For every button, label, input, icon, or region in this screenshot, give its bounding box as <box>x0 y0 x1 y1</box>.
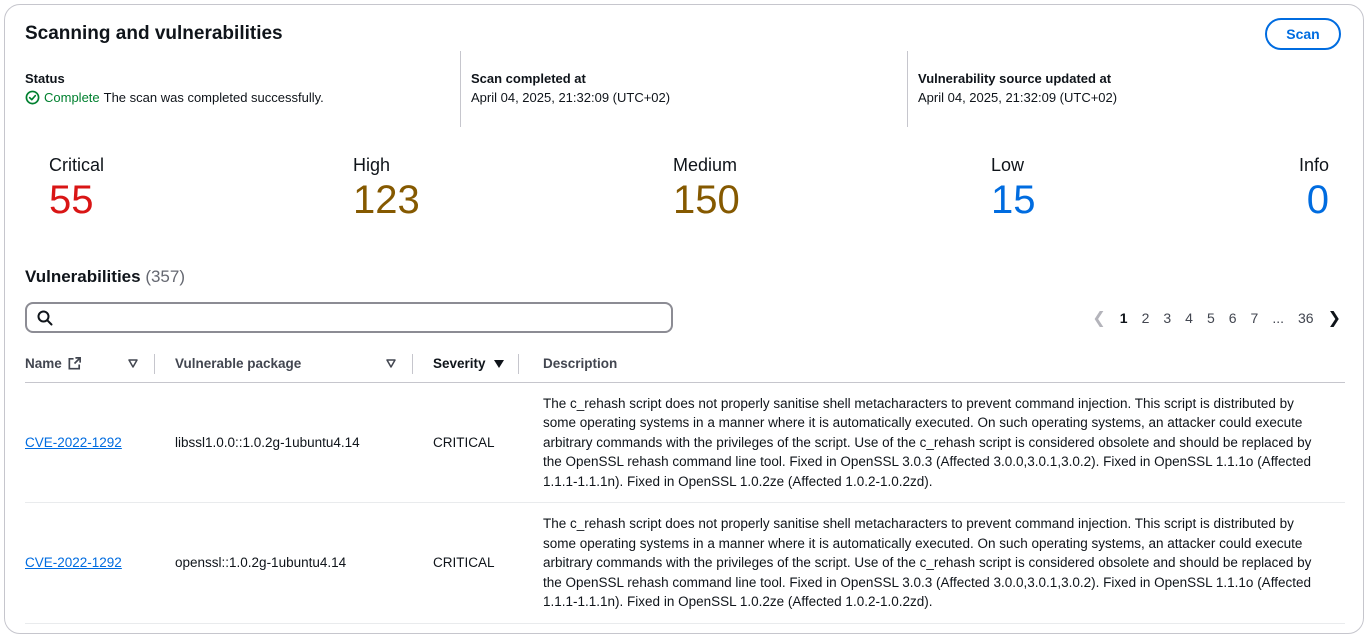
cve-link[interactable]: CVE-2022-1292 <box>25 555 122 571</box>
page-6[interactable]: 6 <box>1228 310 1237 326</box>
page-7[interactable]: 7 <box>1250 310 1259 326</box>
severity-count: 150 <box>673 178 740 222</box>
severity-cell: CRITICAL <box>413 503 523 624</box>
column-label: Description <box>543 356 618 372</box>
severity-label: High <box>353 155 391 175</box>
page-2[interactable]: 2 <box>1141 310 1150 326</box>
description-cell: The c_rehash script does not properly sanitise shell metacharacters to prevent command injection. This script is distributed by some operating systems in a manner where it is automatically executed. On such operating systems, an attacker could execute arbitrary commands with the privileges of the script. Use of the c_rehash script is considered obsolete and should be replaced by the OpenSSL rehash command line tool. Fixed in OpenSSL 3.0.3 (Affected 3.0.0,3.0.1,3.0.2). Fixed in OpenSSL 1.1.1o (Affected 1.1.1-1.1.1n). Fixed in OpenSSL 1.0.2ze (Affected 1.0.2-1.0.2zd). <box>523 503 1345 624</box>
divider <box>907 51 908 127</box>
severity-count: 0 <box>1306 178 1329 222</box>
success-check-icon <box>25 90 40 105</box>
divider <box>460 51 461 127</box>
severity-cell: CRITICAL <box>413 382 523 503</box>
vulnerabilities-title: Vulnerabilities <box>25 267 141 286</box>
severity-label: Critical <box>49 155 105 175</box>
column-header-name[interactable] <box>25 346 155 382</box>
status-message: The scan was completed successfully. <box>103 90 324 105</box>
pagination <box>1078 308 1341 328</box>
column-header-package[interactable] <box>155 346 413 382</box>
status-state: Complete <box>44 90 100 105</box>
search-box <box>25 302 673 333</box>
scanning-container <box>4 4 1364 634</box>
status-field <box>25 71 324 105</box>
page-4[interactable]: 4 <box>1185 310 1193 326</box>
page-ellipsis: ... <box>1272 310 1285 326</box>
severity-high <box>353 155 420 220</box>
column-label: Vulnerable package <box>175 356 302 372</box>
previous-page-icon[interactable]: ❮ <box>1092 310 1106 327</box>
vulnerabilities-table <box>25 346 1345 624</box>
page-title: Scanning and vulnerabilities <box>25 23 283 44</box>
status-label: Status <box>25 71 65 86</box>
severity-label: Info <box>1298 155 1329 175</box>
severity-count: 123 <box>353 178 420 222</box>
column-label: Severity <box>433 356 486 372</box>
source-updated-value: April 04, 2025, 21:32:09 (UTC+02) <box>918 90 1118 105</box>
scan-completed-value: April 04, 2025, 21:32:09 (UTC+02) <box>471 90 671 105</box>
page-5[interactable]: 5 <box>1206 310 1215 326</box>
package-cell: libssl1.0.0::1.0.2g-1ubuntu4.14 <box>155 382 413 503</box>
next-page-icon[interactable]: ❯ <box>1327 310 1341 327</box>
package-cell: openssl::1.0.2g-1ubuntu4.14 <box>155 503 413 624</box>
page-36[interactable]: 36 <box>1298 310 1314 326</box>
search-icon <box>37 310 53 326</box>
severity-label: Low <box>991 155 1025 175</box>
table-row <box>25 503 1345 624</box>
severity-medium <box>673 155 740 220</box>
source-updated-label: Vulnerability source updated at <box>918 71 1112 86</box>
cve-link[interactable]: CVE-2022-1292 <box>25 434 122 450</box>
severity-count: 55 <box>49 178 94 222</box>
sort-icon[interactable] <box>128 359 138 368</box>
description-cell: The c_rehash script does not properly sanitise shell metacharacters to prevent command injection. This script is distributed by some operating systems in a manner where it is automatically executed. On such operating systems, an attacker could execute arbitrary commands with the privileges of the script. Use of the c_rehash script is considered obsolete and should be replaced by the OpenSSL rehash command line tool. Fixed in OpenSSL 3.0.3 (Affected 3.0.0,3.0.1,3.0.2). Fixed in OpenSSL 1.1.1o (Affected 1.1.1-1.1.1n). Fixed in OpenSSL 1.0.2ze (Affected 1.0.2-1.0.2zd). <box>523 382 1345 503</box>
table-row <box>25 382 1345 503</box>
severity-count: 15 <box>991 178 1036 222</box>
severity-low <box>991 155 1036 220</box>
column-header-description <box>523 346 1345 382</box>
severity-info <box>1289 155 1329 220</box>
sort-descending-icon[interactable] <box>494 360 504 368</box>
sort-icon[interactable] <box>386 359 396 368</box>
severity-critical <box>49 155 104 220</box>
scan-completed-field <box>471 71 670 105</box>
page-3[interactable]: 3 <box>1163 310 1172 326</box>
column-header-severity[interactable] <box>413 346 523 382</box>
severity-label: Medium <box>673 155 738 175</box>
scan-completed-label: Scan completed at <box>471 71 586 86</box>
scan-button[interactable]: Scan <box>1265 18 1341 50</box>
vulnerabilities-count: (357) <box>145 267 185 286</box>
search-input[interactable] <box>61 304 661 331</box>
vulnerabilities-heading <box>25 267 185 287</box>
column-label: Name <box>25 356 62 372</box>
source-updated-field <box>918 71 1117 105</box>
page-1[interactable]: 1 <box>1119 310 1128 326</box>
external-link-icon <box>67 356 82 371</box>
